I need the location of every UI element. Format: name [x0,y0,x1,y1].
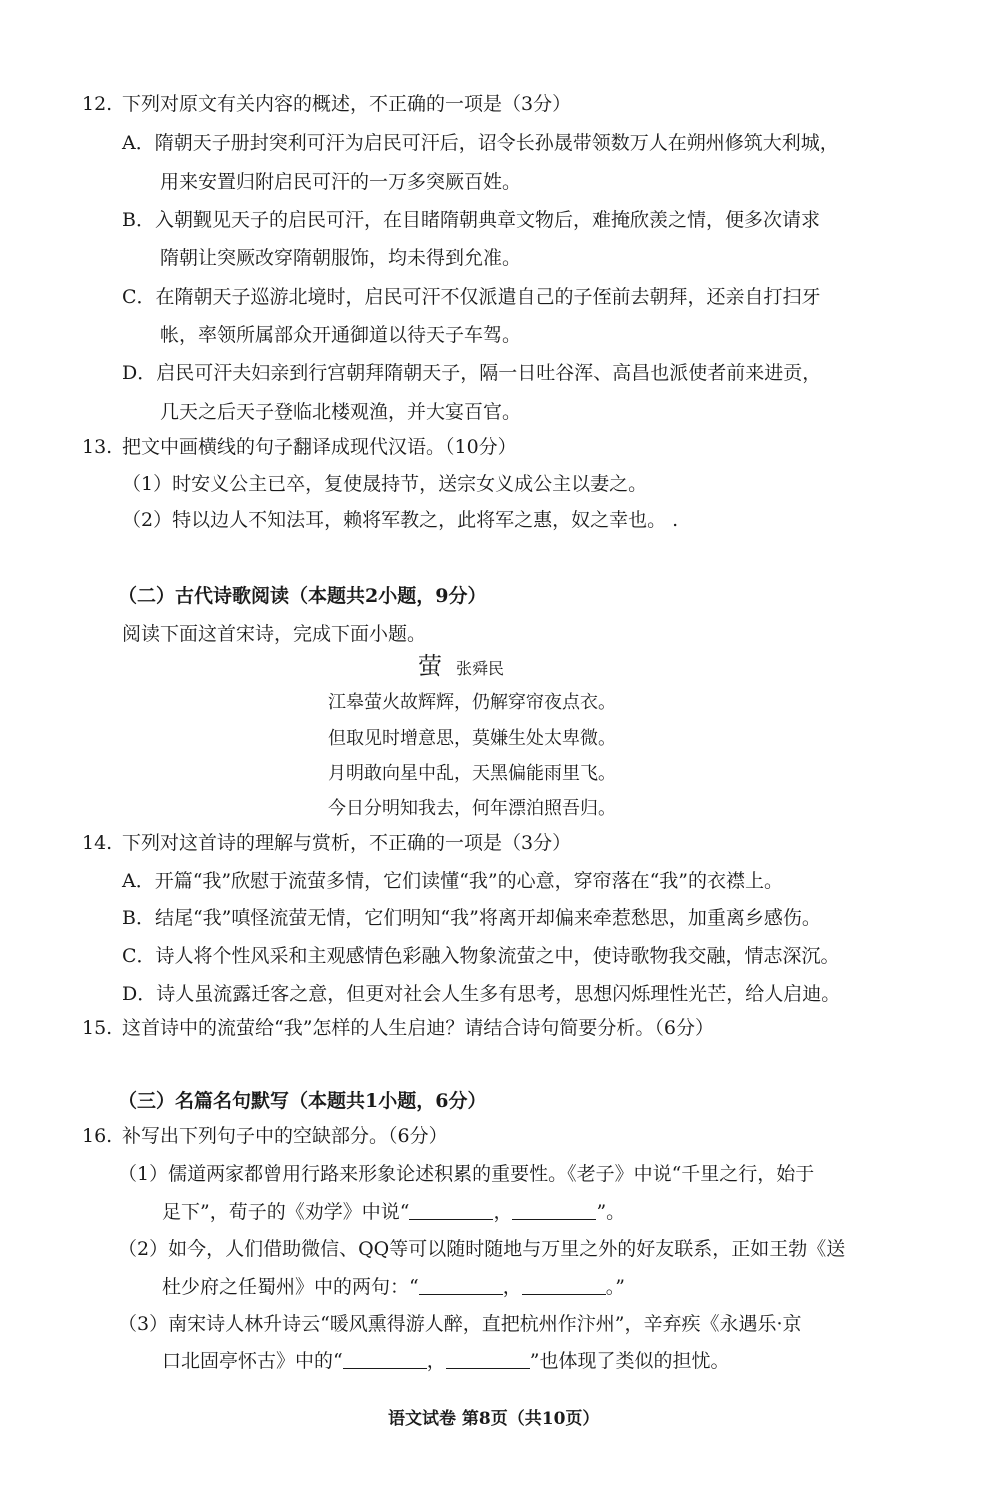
page-footer: 语文试卷 第8页（共10页） [388,1409,600,1429]
q15-stem: 15. 这首诗中的流萤给“我”怎样的人生启迪？请结合诗句简要分析。（6分） [82,1017,715,1039]
q12-option-b-line1: B．入朝觐见天子的启民可汗，在目睹隋朝典章文物后，难掩欣羡之情，便多次请求 [122,209,820,231]
q12-option-c-line1: C．在隋朝天子巡游北境时，启民可汗不仅派遣自己的子侄前去朝拜，还亲自打扫牙 [122,286,821,308]
q12-option-a-line1: A．隋朝天子册封突利可汗为启民可汗后，诏令长孙晟带领数万人在朔州修筑大利城， [122,132,839,154]
q16-part1-line2: 足下”，荀子的《劝学》中说“ ， ”。 [162,1201,626,1223]
q12-option-d-line2: 几天之后天子登临北楼观渔，并大宴百官。 [160,401,522,423]
answer-blank-5[interactable] [343,1350,427,1369]
q12-option-c-line2: 帐，率领所属部众开通御道以待天子车驾。 [160,324,522,346]
question-number: 15. [82,1017,113,1039]
q16-stem: 16. 补写出下列句子中的空缺部分。（6分） [82,1125,448,1147]
q16-part3-line2: 口北固亭怀古》中的“ ， ”也体现了类似的担忧。 [162,1350,730,1372]
q14-option-a: A．开篇“我”欣慰于流萤多情，它们读懂“我”的心意，穿帘落在“我”的衣襟上。 [122,870,784,892]
q12-option-a-line2: 用来安置归附启民可汗的一万多突厥百姓。 [160,171,522,193]
poem-line-4: 今日分明知我去，何年漂泊照吾归。 [328,798,616,819]
section2-heading: （二）古代诗歌阅读（本题共2小题，9分） [118,585,487,607]
poem-line-1: 江皋萤火故辉辉，仍解穿帘夜点衣。 [328,692,616,713]
q12-stem: 12. 下列对原文有关内容的概述，不正确的一项是（3分） [82,93,572,115]
q12-option-d-line1: D．启民可汗夫妇亲到行宫朝拜隋朝天子，隔一日吐谷浑、高昌也派使者前来进贡， [122,362,822,384]
question-number: 16. [82,1125,113,1147]
poem-line-2: 但取见时增意思，莫嫌生处太卑微。 [328,728,616,749]
q12-option-b-line2: 隋朝让突厥改穿隋朝服饰，均未得到允准。 [160,247,522,269]
q16-part1-line1: （1）儒道两家都曾用行路来形象论述积累的重要性。《老子》中说“千里之行，始于 [118,1163,815,1185]
answer-blank-3[interactable] [419,1276,503,1295]
q13-sentence-2: （2）特以边人不知法耳，赖将军教之，此将军之惠，奴之幸也。 . [122,509,679,531]
answer-blank-4[interactable] [522,1276,606,1295]
q14-option-b: B．结尾“我”嗔怪流萤无情，它们明知“我”将离开却偏来牵惹愁思，加重离乡感伤。 [122,907,821,929]
answer-blank-1[interactable] [409,1201,493,1220]
q14-option-c: C．诗人将个性风采和主观感情色彩融入物象流萤之中，使诗歌物我交融，情志深沉。 [122,945,840,967]
section3-heading: （三）名篇名句默写（本题共1小题，6分） [118,1090,487,1112]
q14-option-d: D．诗人虽流露迁客之意，但更对社会人生多有思考，思想闪烁理性光芒，给人启迪。 [122,983,841,1005]
poem-author: 张舜民 [456,659,505,678]
q16-part2-line1: （2）如今，人们借助微信、QQ等可以随时随地与万里之外的好友联系，正如王勃《送 [118,1238,846,1260]
section2-intro: 阅读下面这首宋诗，完成下面小题。 [122,623,427,645]
q13-sentence-1: （1）时安义公主已卒，复使晟持节，送宗女义成公主以妻之。 [122,473,648,495]
question-number: 14. [82,832,113,854]
q16-part2-line2: 杜少府之任蜀州》中的两句：“ ， 。” [162,1276,625,1298]
question-number: 13. [82,436,113,458]
poem-title: 萤 [418,652,442,680]
poem-line-3: 月明敢向星中乱，天黑偏能雨里飞。 [328,763,616,784]
answer-blank-6[interactable] [446,1350,530,1369]
q16-part3-line1: （3）南宋诗人林升诗云“暖风熏得游人醉，直把杭州作汴州”，辛弃疾《永遇乐·京 [118,1313,802,1335]
answer-blank-2[interactable] [512,1201,596,1220]
q14-stem: 14. 下列对这首诗的理解与赏析，不正确的一项是（3分） [82,832,572,854]
q13-stem: 13. 把文中画横线的句子翻译成现代汉语。（10分） [82,436,517,458]
poem-header [418,654,504,681]
question-number: 12. [82,93,113,115]
